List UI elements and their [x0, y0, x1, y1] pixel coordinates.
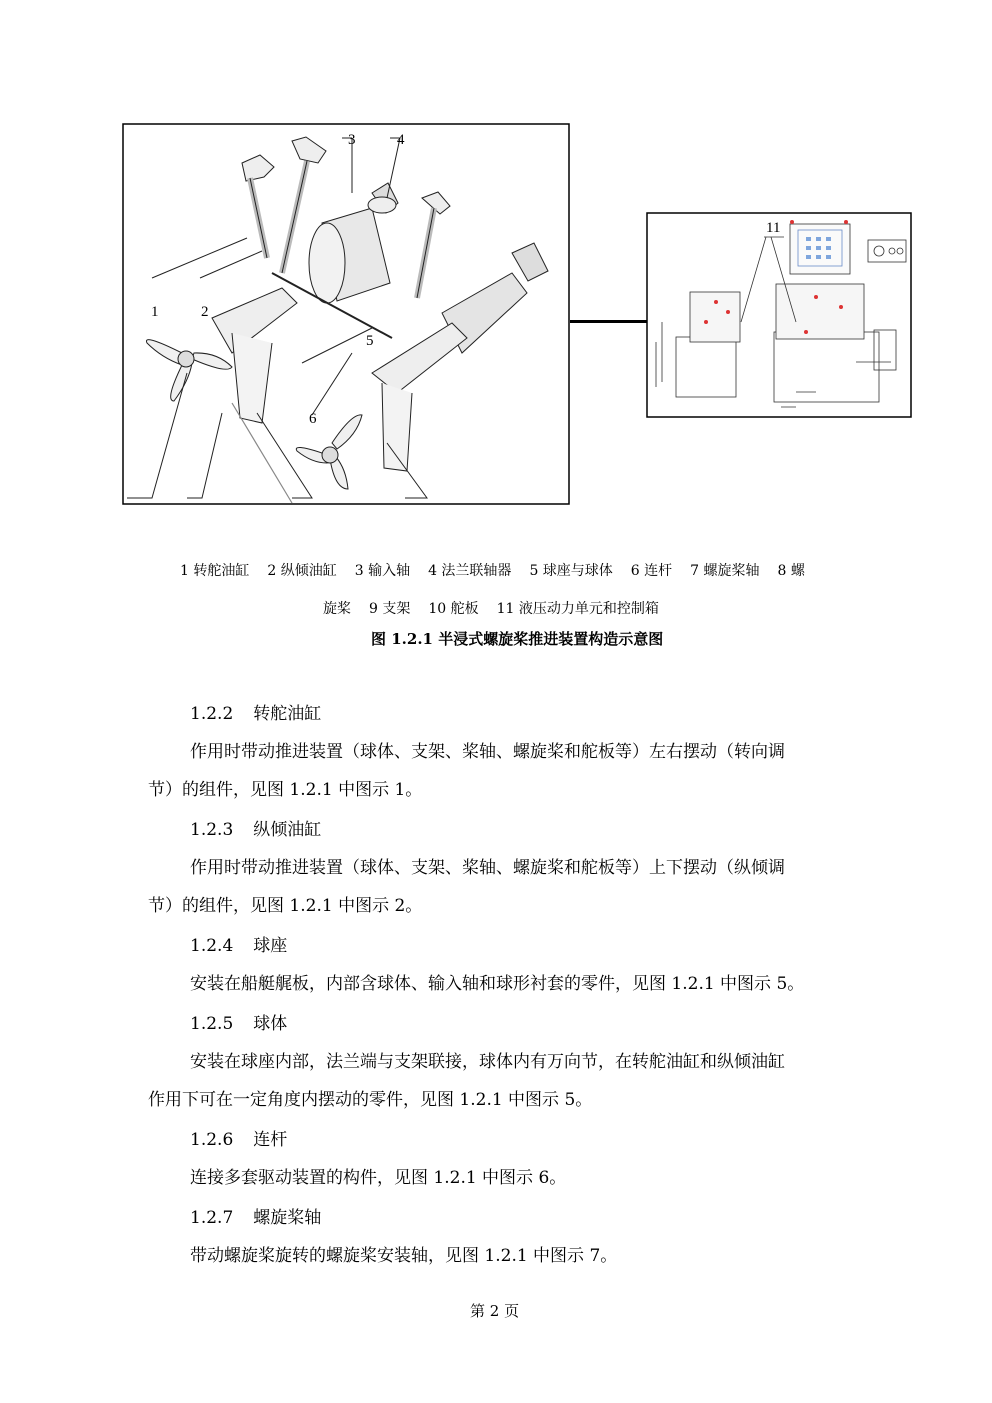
propulsion-drawing [122, 123, 570, 505]
callout-3: 3 [348, 132, 356, 148]
paragraph-line: 安装在球座内部，法兰端与支架联接，球体内有万向节，在转舵油缸和纵倾油缸 [190, 1052, 785, 1072]
page-number: 第 2 页 [470, 1302, 520, 1320]
section-title: 转舵油缸 [253, 704, 322, 724]
legend-item: 10 舵板 [428, 601, 479, 617]
callout-11: 11 [766, 220, 781, 236]
paragraph-line: 作用时带动推进装置（球体、支架、桨轴、螺旋桨和舵板等）上下摆动（纵倾调 [190, 858, 785, 878]
section-heading [190, 815, 321, 840]
figure-caption: 图 1.2.1 半浸式螺旋桨推进装置构造示意图 [371, 630, 664, 648]
section-number: 1.2.6 [190, 1130, 234, 1150]
legend-item: 7 螺旋桨轴 [690, 563, 760, 579]
section-number: 1.2.3 [190, 820, 234, 840]
hydraulic-unit-drawing [646, 212, 912, 418]
paragraph-line: 作用下可在一定角度内摆动的零件，见图 1.2.1 中图示 5。 [148, 1090, 593, 1110]
legend-item: 8 螺 [777, 563, 805, 579]
section-title: 连杆 [253, 1130, 288, 1150]
section-number: 1.2.5 [190, 1014, 234, 1034]
section-heading [190, 931, 287, 956]
section-heading [190, 1125, 287, 1150]
legend-item: 2 纵倾油缸 [267, 563, 337, 579]
paragraph-line: 安装在船艇艉板，内部含球体、输入轴和球形衬套的零件，见图 1.2.1 中图示 5。 [190, 974, 805, 994]
connector-line [570, 320, 647, 323]
legend-item: 5 球座与球体 [529, 563, 613, 579]
section-title: 螺旋桨轴 [253, 1208, 322, 1228]
callout-1: 1 [151, 304, 159, 320]
legend-item: 4 法兰联轴器 [428, 563, 512, 579]
paragraph-line: 带动螺旋桨旋转的螺旋桨安装轴，见图 1.2.1 中图示 7。 [190, 1246, 618, 1266]
section-number: 1.2.2 [190, 704, 234, 724]
section-heading [190, 699, 321, 724]
section-title: 球座 [253, 936, 288, 956]
paragraph-line: 节）的组件，见图 1.2.1 中图示 2。 [148, 896, 423, 916]
section-heading [190, 1203, 321, 1228]
legend-item: 9 支架 [369, 601, 411, 617]
section-heading [190, 1009, 287, 1034]
paragraph-line: 作用时带动推进装置（球体、支架、桨轴、螺旋桨和舵板等）左右摆动（转向调 [190, 742, 785, 762]
legend-item: 旋桨 [323, 601, 351, 617]
legend-item: 11 液压动力单元和控制箱 [496, 601, 659, 617]
section-number: 1.2.4 [190, 936, 234, 956]
legend-item: 1 转舵油缸 [180, 563, 250, 579]
callout-2: 2 [201, 304, 209, 320]
section-number: 1.2.7 [190, 1208, 234, 1228]
figure-legend-line1 [180, 560, 823, 580]
paragraph-line: 节）的组件，见图 1.2.1 中图示 1。 [148, 780, 423, 800]
section-title: 球体 [253, 1014, 288, 1034]
callout-4: 4 [397, 132, 405, 148]
legend-item: 6 连杆 [630, 563, 673, 579]
paragraph-line: 连接多套驱动装置的构件，见图 1.2.1 中图示 6。 [190, 1168, 567, 1188]
section-title: 纵倾油缸 [253, 820, 322, 840]
legend-item: 3 输入轴 [354, 563, 411, 579]
figure-legend-line2 [323, 598, 677, 618]
callout-6: 6 [309, 411, 317, 427]
callout-5: 5 [366, 333, 374, 349]
